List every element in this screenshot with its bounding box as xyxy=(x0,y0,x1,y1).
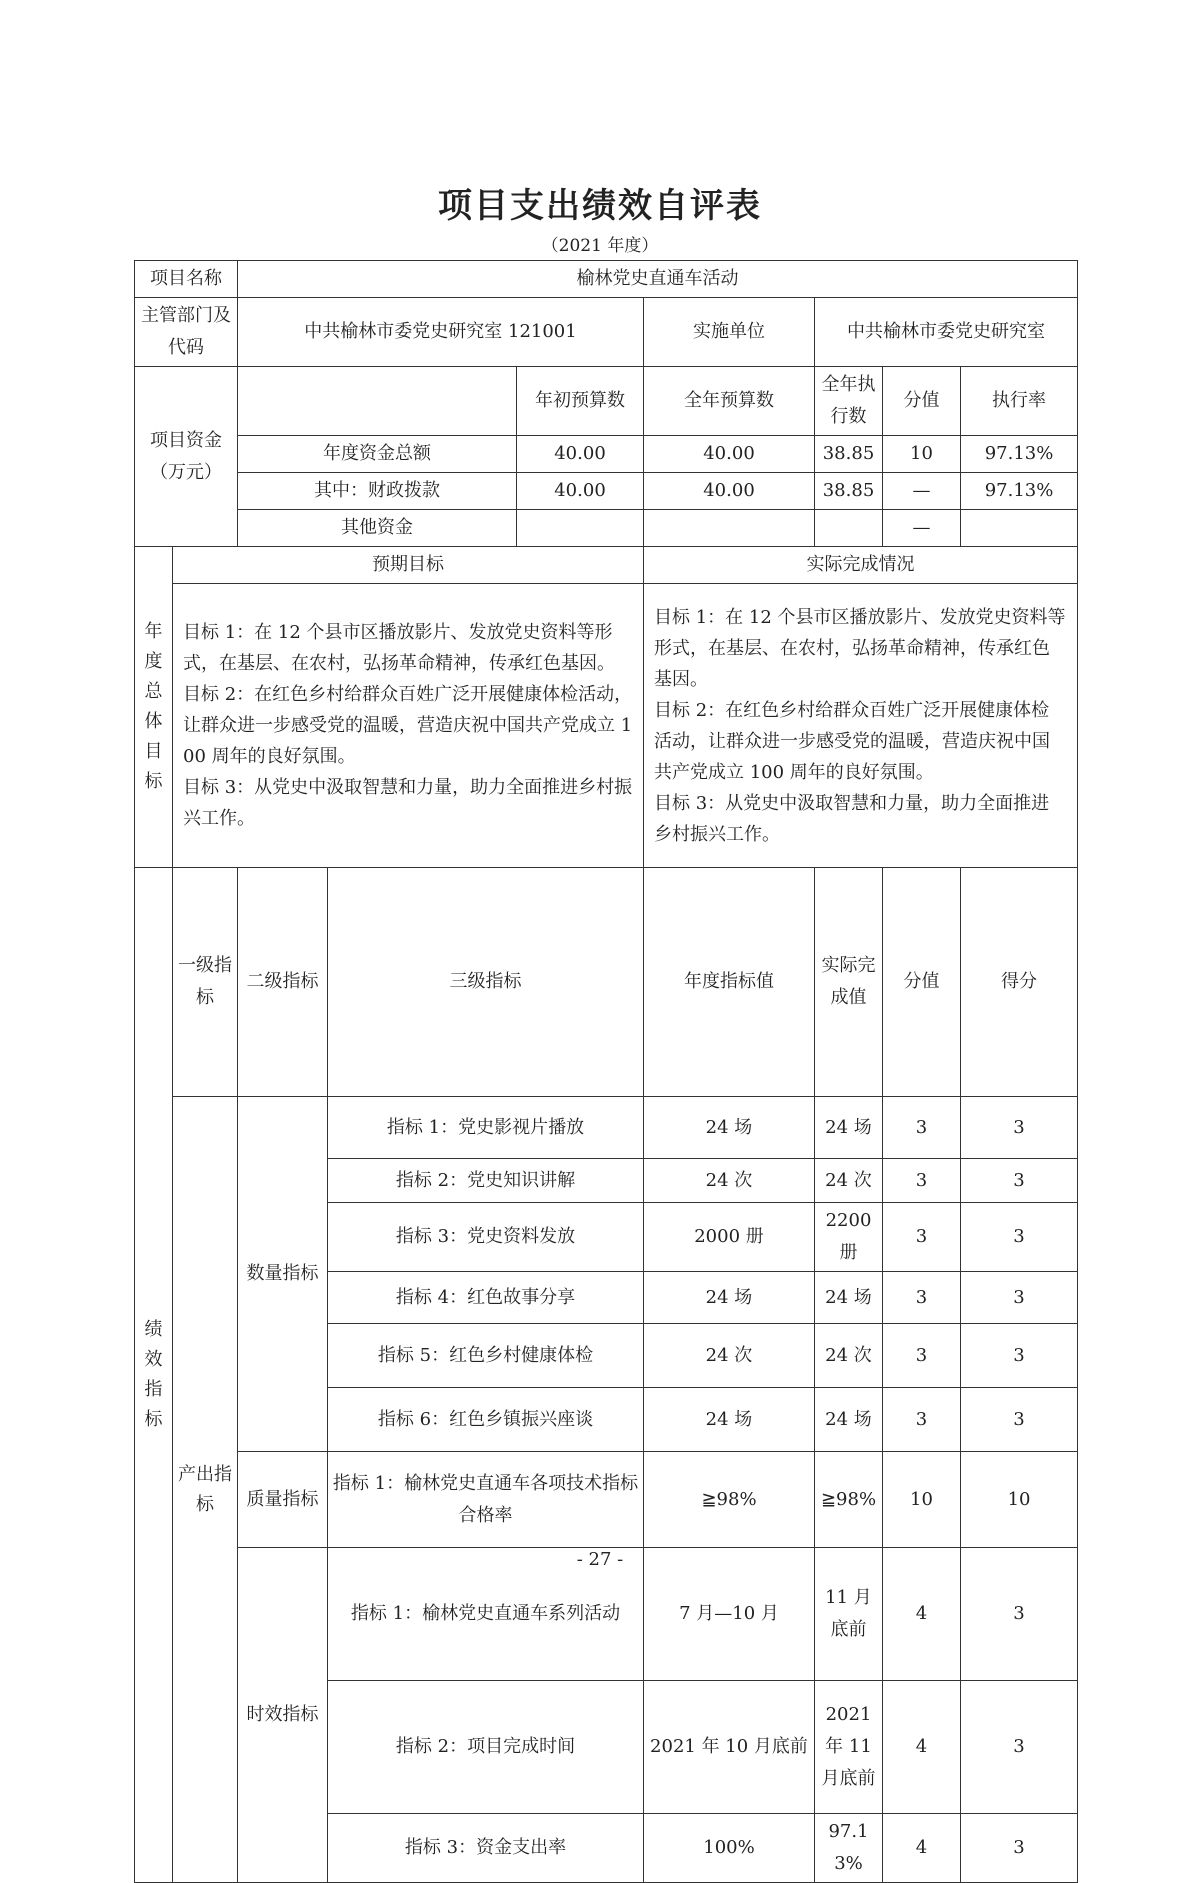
ind-target: 24 次 xyxy=(644,1324,815,1388)
ind-target: 24 场 xyxy=(644,1272,815,1324)
funds-label xyxy=(135,367,238,547)
funds-cell: 40.00 xyxy=(644,473,815,510)
funds-header-initial: 年初预算数 xyxy=(517,367,644,436)
ind-actual: 2200 册 xyxy=(815,1203,883,1272)
ind-score-value: 3 xyxy=(883,1272,961,1324)
dept-value: 中共榆林市委党史研究室 121001 xyxy=(238,298,644,367)
level1-output: 产出指标 xyxy=(173,1097,238,1883)
ind-name: 指标 1：榆林党史直通车系列活动 xyxy=(328,1548,644,1681)
funds-cell: 40.00 xyxy=(517,473,644,510)
funds-header-annual: 全年预算数 xyxy=(644,367,815,436)
goals-actual xyxy=(644,584,1078,868)
funds-cell: 40.00 xyxy=(517,436,644,473)
goal-text: 目标 1：在 12 个县市区播放影片、发放党史资料等形式，在基层、在农村，弘扬革命精神，传承红色基因。 xyxy=(654,606,1066,690)
ind-actual: 24 次 xyxy=(815,1324,883,1388)
ind-score: 3 xyxy=(961,1324,1078,1388)
funds-row-label: 其他资金 xyxy=(238,510,517,547)
ind-score-value: 3 xyxy=(883,1324,961,1388)
ind-name: 指标 2：党史知识讲解 xyxy=(328,1159,644,1203)
goals-actual-header: 实际完成情况 xyxy=(644,547,1078,584)
ind-target: 24 次 xyxy=(644,1159,815,1203)
goal-text: 目标 3：从党史中汲取智慧和力量，助力全面推进乡村振兴工作。 xyxy=(654,792,1050,845)
impl-value: 中共榆林市委党史研究室 xyxy=(815,298,1078,367)
document-year: （2021 年度） xyxy=(541,236,659,256)
funds-cell: — xyxy=(883,473,961,510)
ind-actual: 24 场 xyxy=(815,1097,883,1159)
project-name: 榆林党史直通车活动 xyxy=(238,261,1078,298)
group-timeliness: 时效指标 xyxy=(238,1548,328,1883)
ind-name: 指标 4：红色故事分享 xyxy=(328,1272,644,1324)
ind-header-level3: 三级指标 xyxy=(328,868,644,1097)
ind-actual: 97.13% xyxy=(815,1814,883,1883)
ind-actual: ≧98% xyxy=(815,1452,883,1548)
ind-header-level2: 二级指标 xyxy=(238,868,328,1097)
ind-score-value: 4 xyxy=(883,1548,961,1681)
ind-header-actual: 实际完成值 xyxy=(815,868,883,1097)
ind-actual: 24 次 xyxy=(815,1159,883,1203)
goals-section-label: 年度总体目标 xyxy=(135,547,173,868)
ind-header-level1: 一级指标 xyxy=(173,868,238,1097)
ind-score: 3 xyxy=(961,1388,1078,1452)
ind-target: 24 场 xyxy=(644,1388,815,1452)
funds-cell: — xyxy=(883,510,961,547)
ind-score-value: 4 xyxy=(883,1814,961,1883)
ind-name: 指标 1：榆林党史直通车各项技术指标合格率 xyxy=(328,1452,644,1548)
ind-name: 指标 2：项目完成时间 xyxy=(328,1681,644,1814)
goal-text: 目标 3：从党史中汲取智慧和力量，助力全面推进乡村振兴工作。 xyxy=(183,777,633,829)
funds-cell: 38.85 xyxy=(815,436,883,473)
funds-cell: 38.85 xyxy=(815,473,883,510)
ind-name: 指标 1：党史影视片播放 xyxy=(328,1097,644,1159)
performance-table xyxy=(134,260,1078,1883)
ind-name: 指标 6：红色乡镇振兴座谈 xyxy=(328,1388,644,1452)
page-number: - 27 - xyxy=(576,1549,624,1570)
funds-label-line1: 项目资金 xyxy=(150,429,222,451)
funds-cell: 97.13% xyxy=(961,436,1078,473)
document-title: 项目支出绩效自评表 xyxy=(438,186,762,226)
funds-cell xyxy=(961,510,1078,547)
ind-score-value: 10 xyxy=(883,1452,961,1548)
project-name-label: 项目名称 xyxy=(135,261,238,298)
ind-score-value: 4 xyxy=(883,1681,961,1814)
funds-header-executed: 全年执行数 xyxy=(815,367,883,436)
ind-name: 指标 3：党史资料发放 xyxy=(328,1203,644,1272)
funds-row-label: 年度资金总额 xyxy=(238,436,517,473)
dept-label: 主管部门及代码 xyxy=(135,298,238,367)
ind-header-score-value: 分值 xyxy=(883,868,961,1097)
ind-score: 3 xyxy=(961,1814,1078,1883)
goal-text: 目标 2：在红色乡村给群众百姓广泛开展健康体检活动，让群众进一步感受党的温暖，营造庆祝中国共产党成立 100 周年的良好氛围。 xyxy=(654,699,1050,783)
funds-cell: 40.00 xyxy=(644,436,815,473)
goal-text: 目标 2：在红色乡村给群众百姓广泛开展健康体检活动，让群众进一步感受党的温暖，营造庆祝中国共产党成立 100 周年的良好氛围。 xyxy=(183,684,633,767)
ind-actual: 2021 年 11 月底前 xyxy=(815,1681,883,1814)
funds-cell: 10 xyxy=(883,436,961,473)
ind-target: 7 月—10 月 xyxy=(644,1548,815,1681)
ind-target: 2021 年 10 月底前 xyxy=(644,1681,815,1814)
ind-score-value: 3 xyxy=(883,1097,961,1159)
funds-label-line2: （万元） xyxy=(150,461,222,483)
ind-target: ≧98% xyxy=(644,1452,815,1548)
ind-score: 3 xyxy=(961,1681,1078,1814)
ind-score: 3 xyxy=(961,1159,1078,1203)
funds-cell xyxy=(517,510,644,547)
ind-actual: 11 月底前 xyxy=(815,1548,883,1681)
ind-target: 24 场 xyxy=(644,1097,815,1159)
funds-cell xyxy=(644,510,815,547)
ind-header-score: 得分 xyxy=(961,868,1078,1097)
funds-header-rate: 执行率 xyxy=(961,367,1078,436)
impl-label: 实施单位 xyxy=(644,298,815,367)
indicators-section-label: 绩效指标 xyxy=(135,868,173,1883)
ind-score: 3 xyxy=(961,1272,1078,1324)
goals-expected-header: 预期目标 xyxy=(173,547,644,584)
funds-header-score-value: 分值 xyxy=(883,367,961,436)
ind-score-value: 3 xyxy=(883,1203,961,1272)
ind-target: 2000 册 xyxy=(644,1203,815,1272)
ind-target: 100% xyxy=(644,1814,815,1883)
ind-name: 指标 3：资金支出率 xyxy=(328,1814,644,1883)
goal-text: 目标 1：在 12 个县市区播放影片、发放党史资料等形式，在基层、在农村，弘扬革命精神，传承红色基因。 xyxy=(183,622,615,674)
ind-score: 3 xyxy=(961,1548,1078,1681)
funds-cell xyxy=(815,510,883,547)
group-quantity: 数量指标 xyxy=(238,1097,328,1452)
ind-score-value: 3 xyxy=(883,1159,961,1203)
ind-score: 3 xyxy=(961,1203,1078,1272)
funds-cell: 97.13% xyxy=(961,473,1078,510)
funds-row-label: 其中：财政拨款 xyxy=(238,473,517,510)
ind-score-value: 3 xyxy=(883,1388,961,1452)
ind-score: 3 xyxy=(961,1097,1078,1159)
ind-actual: 24 场 xyxy=(815,1388,883,1452)
funds-header-blank xyxy=(238,367,517,436)
ind-actual: 24 场 xyxy=(815,1272,883,1324)
ind-name: 指标 5：红色乡村健康体检 xyxy=(328,1324,644,1388)
group-quality: 质量指标 xyxy=(238,1452,328,1548)
ind-header-target: 年度指标值 xyxy=(644,868,815,1097)
goals-expected xyxy=(173,584,644,868)
ind-score: 10 xyxy=(961,1452,1078,1548)
